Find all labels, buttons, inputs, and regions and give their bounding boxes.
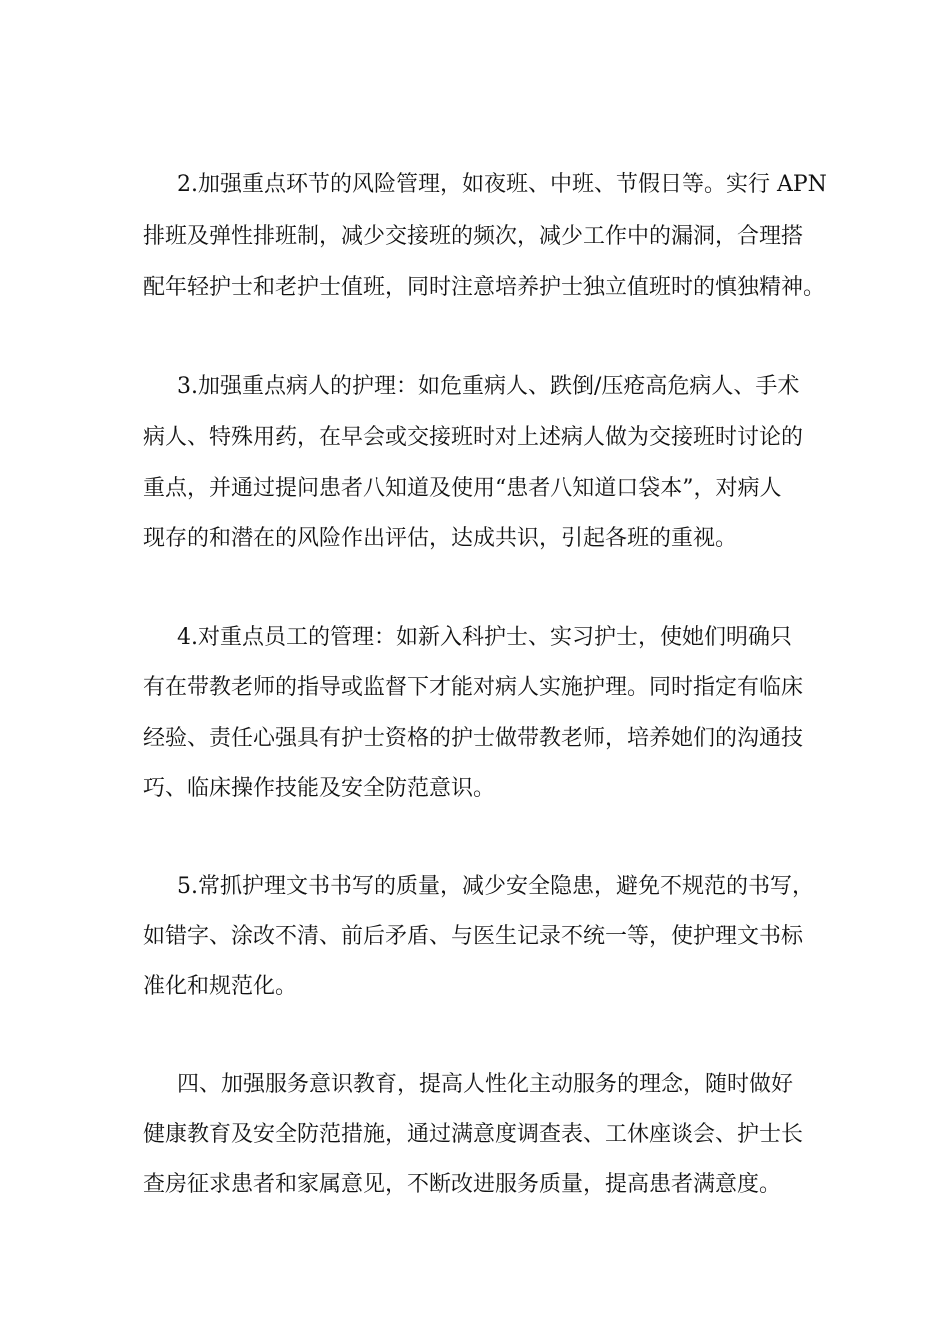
paragraph-1-line-3: 配年轻护士和老护士值班，同时注意培养护士独立值班时的慎独精神。 xyxy=(143,275,826,300)
paragraph-2-line-3: 重点，并通过提问患者八知道及使用“患者八知道口袋本”，对病人 xyxy=(143,476,782,501)
paragraph-3-line-1: 4.对重点员工的管理：如新入科护士、实习护士，使她们明确只 xyxy=(177,625,792,650)
paragraph-5-line-3: 查房征求患者和家属意见，不断改进服务质量，提高患者满意度。 xyxy=(143,1172,782,1197)
paragraph-4-line-2: 如错字、涂改不清、前后矛盾、与医生记录不统一等，使护理文书标 xyxy=(143,924,804,949)
paragraph-3-line-2: 有在带教老师的指导或监督下才能对病人实施护理。同时指定有临床 xyxy=(143,675,804,700)
paragraph-2-line-1: 3.加强重点病人的护理：如危重病人、跌倒/压疮高危病人、手术 xyxy=(177,374,800,399)
paragraph-5-line-2: 健康教育及安全防范措施，通过满意度调查表、工休座谈会、护士长 xyxy=(143,1122,804,1147)
paragraph-3-line-3: 经验、责任心强具有护士资格的护士做带教老师，培养她们的沟通技 xyxy=(143,726,804,751)
paragraph-4-line-3: 准化和规范化。 xyxy=(143,974,298,999)
paragraph-3-line-4: 巧、临床操作技能及安全防范意识。 xyxy=(143,776,496,801)
paragraph-1-line-2: 排班及弹性排班制，减少交接班的频次，减少工作中的漏洞，合理搭 xyxy=(143,224,804,249)
paragraph-5-line-1: 四、加强服务意识教育，提高人性化主动服务的理念，随时做好 xyxy=(177,1072,794,1097)
paragraph-2-line-4: 现存的和潜在的风险作出评估，达成共识，引起各班的重视。 xyxy=(143,526,738,551)
paragraph-2-line-2: 病人、特殊用药，在早会或交接班时对上述病人做为交接班时讨论的 xyxy=(143,425,804,450)
paragraph-4-line-1: 5.常抓护理文书书写的质量，减少安全隐患，避免不规范的书写， xyxy=(177,874,814,899)
paragraph-1-line-1: 2.加强重点环节的风险管理，如夜班、中班、节假日等。实行 APN xyxy=(177,172,827,197)
